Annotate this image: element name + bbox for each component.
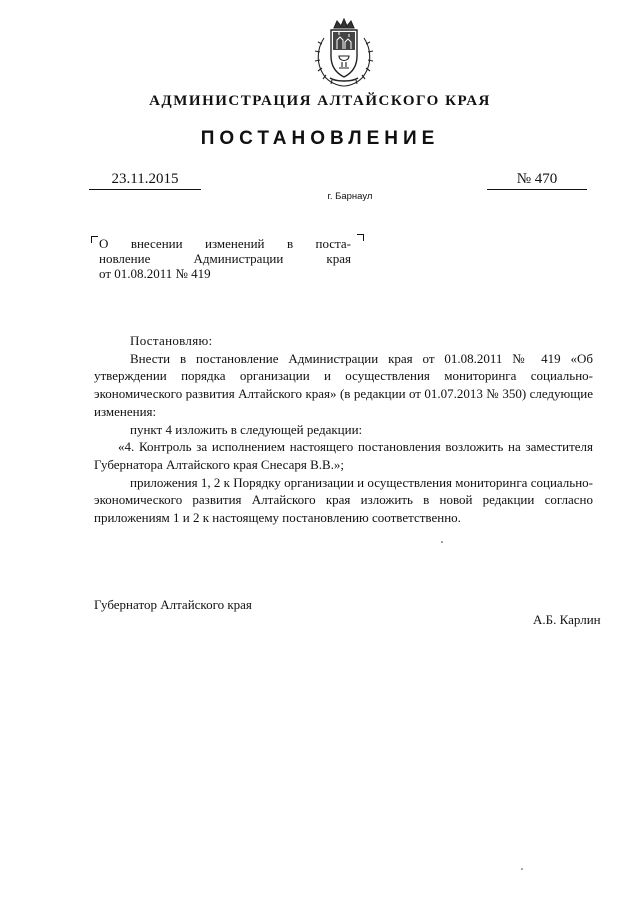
issuing-authority: АДМИНИСТРАЦИЯ АЛТАЙСКОГО КРАЯ	[149, 93, 491, 109]
body-paragraph: приложения 1, 2 к Порядку организации и осуществления мониторинга социально-экономического развития Алтайского края изложить в новой редакции согласно приложениям 1 и 2 к настоящему постановлению соответственно.	[94, 474, 593, 526]
scan-speck	[441, 541, 443, 543]
subject-line: новление Администрации края	[99, 251, 351, 266]
document-type-title: ПОСТАНОВЛЕНИЕ	[200, 128, 440, 149]
subject-bracket-left	[91, 236, 98, 243]
document-subject	[99, 236, 351, 281]
document-date: 23.11.2015	[89, 171, 201, 190]
subject-line: О внесении изменений в поста-	[99, 236, 351, 251]
body-paragraph: пункт 4 изложить в следующей редакции:	[130, 421, 363, 437]
signer-position: Губернатор Алтайского края	[94, 597, 252, 612]
body-paragraph: «4. Контроль за исполнением настоящего постановления возложить на заместителя Губернатора Алтайского края Снесаря В.В.»;	[94, 439, 593, 472]
signer-name: А.Б. Карлин	[533, 612, 601, 627]
coat-of-arms-icon	[310, 16, 378, 90]
subject-bracket-right	[357, 234, 364, 241]
subject-line: от 01.08.2011 № 419	[99, 266, 211, 281]
document-number: № 470	[487, 171, 587, 190]
scan-speck	[521, 868, 523, 870]
body-paragraph: Внести в постановление Администрации края от 01.08.2011 № 419 «Об утверждении порядка организации и осуществления мониторинга социально-экономического развития Алтайского края» (в редакции от 01.07.2013 № 350) следующие изменения:	[94, 350, 593, 419]
document-body	[94, 332, 593, 527]
document-city: г. Барнаул	[327, 191, 373, 202]
decree-word: Постановляю:	[130, 333, 213, 348]
